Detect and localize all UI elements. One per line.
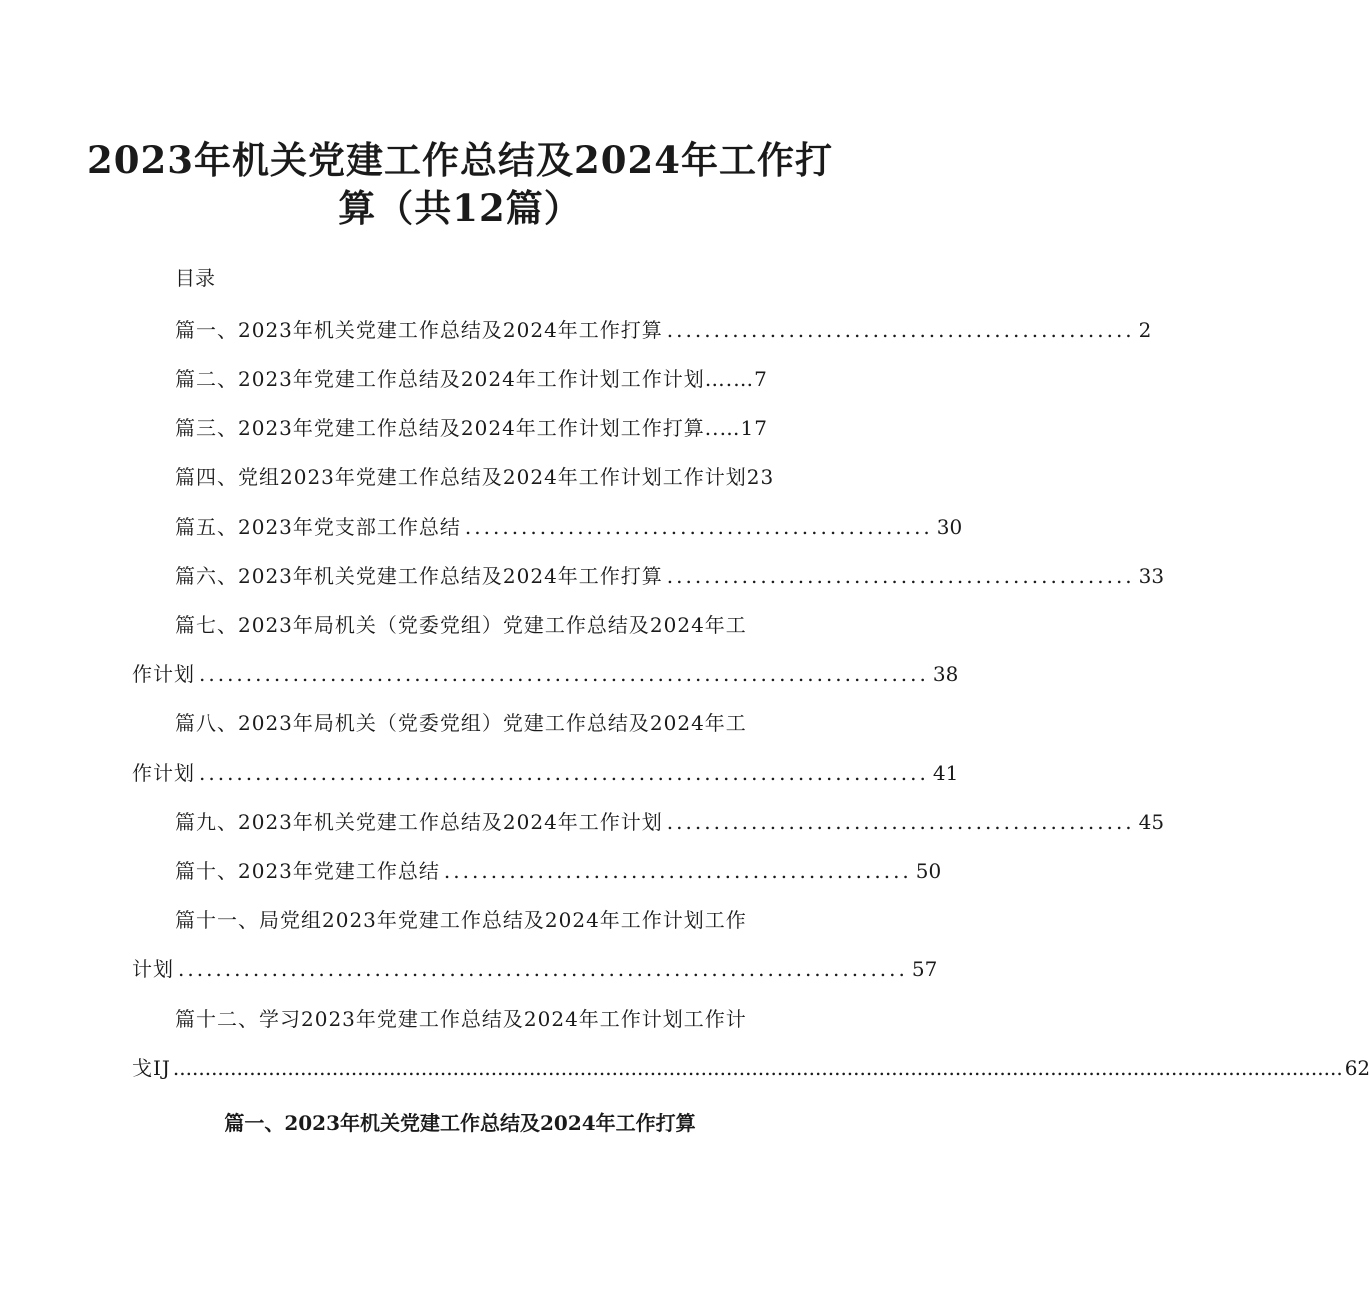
- toc-leader-dots: ..................................................: [443, 859, 912, 883]
- toc-entry-7-line-1[interactable]: [175, 615, 747, 635]
- toc-leader-dots: ..................................................: [666, 810, 1135, 834]
- toc-entry-8-line-1[interactable]: [175, 713, 747, 733]
- toc-heading: 目录: [175, 266, 215, 290]
- toc-entry-11-line-1[interactable]: [175, 910, 747, 930]
- toc-entry-4[interactable]: [175, 467, 774, 487]
- toc-entry-5[interactable]: [175, 515, 963, 539]
- toc-entry-title-cont: 计划: [132, 957, 174, 981]
- document-title-line-1: 2023年机关党建工作总结及2024年工作打: [87, 138, 833, 182]
- toc-entry-title: 篇七、2023年局机关（党委党组）党建工作总结及2024年工: [175, 613, 747, 637]
- toc-entry-12-line-1[interactable]: [175, 1009, 747, 1029]
- toc-leader-dots: ..................................................: [464, 515, 933, 539]
- toc-leader-dots: ........................................................................................................................................................................................: [172, 1056, 1343, 1080]
- toc-page-number: 38: [932, 662, 959, 686]
- section-heading: 篇一、2023年机关党建工作总结及2024年工作打算: [224, 1111, 696, 1135]
- toc-entry-title: 篇十二、学习2023年党建工作总结及2024年工作计划工作计: [175, 1007, 747, 1031]
- toc-entry-1[interactable]: [175, 318, 1152, 342]
- toc-entry-title: 篇九、2023年机关党建工作总结及2024年工作计划: [175, 810, 663, 834]
- toc-entry-10[interactable]: [175, 859, 942, 883]
- toc-page-number: 2: [1138, 318, 1152, 342]
- toc-entry-title: 篇一、2023年机关党建工作总结及2024年工作打算: [175, 318, 663, 342]
- toc-page-number: 30: [936, 515, 963, 539]
- toc-entry-12-line-2[interactable]: [132, 1056, 1370, 1080]
- toc-leader-dots: ..................................................: [666, 318, 1135, 342]
- toc-leader-dots: ..............................................................................: [178, 957, 908, 981]
- toc-leader-dots: ..............................................................................: [199, 761, 929, 785]
- toc-entry-title: 篇六、2023年机关党建工作总结及2024年工作打算: [175, 564, 663, 588]
- toc-page-number: 57: [911, 957, 938, 981]
- toc-leader-dots: ..................................................: [666, 564, 1135, 588]
- toc-page-number: 45: [1138, 810, 1165, 834]
- toc-entry-title-cont: 作计划: [132, 761, 195, 785]
- toc-page-number: 33: [1138, 564, 1165, 588]
- toc-entry-title: 篇十一、局党组2023年党建工作总结及2024年工作计划工作: [175, 908, 747, 932]
- toc-page-number: 62: [1344, 1056, 1370, 1080]
- toc-entry-6[interactable]: [175, 564, 1165, 588]
- toc-entry-title-cont: 作计划: [132, 662, 195, 686]
- toc-entry-title: 篇五、2023年党支部工作总结: [175, 515, 461, 539]
- toc-entry-2[interactable]: [175, 369, 768, 389]
- toc-entry-11-line-2[interactable]: [132, 957, 938, 981]
- toc-entry-3[interactable]: [175, 418, 768, 438]
- toc-page-number: 41: [932, 761, 959, 785]
- document-title-line-2: 算（共12篇）: [338, 186, 582, 230]
- toc-entry-title: 篇三、2023年党建工作总结及2024年工作计划工作打算..…17: [175, 416, 768, 440]
- toc-entry-title: 篇十、2023年党建工作总结: [175, 859, 440, 883]
- toc-entry-9[interactable]: [175, 810, 1165, 834]
- toc-entry-title: 篇二、2023年党建工作总结及2024年工作计划工作计划….…7: [175, 367, 768, 391]
- toc-entry-title: 篇八、2023年局机关（党委党组）党建工作总结及2024年工: [175, 711, 747, 735]
- toc-entry-7-line-2[interactable]: [132, 662, 959, 686]
- toc-leader-dots: ..............................................................................: [199, 662, 929, 686]
- toc-entry-8-line-2[interactable]: [132, 761, 959, 785]
- toc-entry-title-cont: 戈IJ: [132, 1056, 171, 1080]
- toc-page-number: 50: [915, 859, 942, 883]
- toc-entry-title: 篇四、党组2023年党建工作总结及2024年工作计划工作计划23: [175, 465, 775, 489]
